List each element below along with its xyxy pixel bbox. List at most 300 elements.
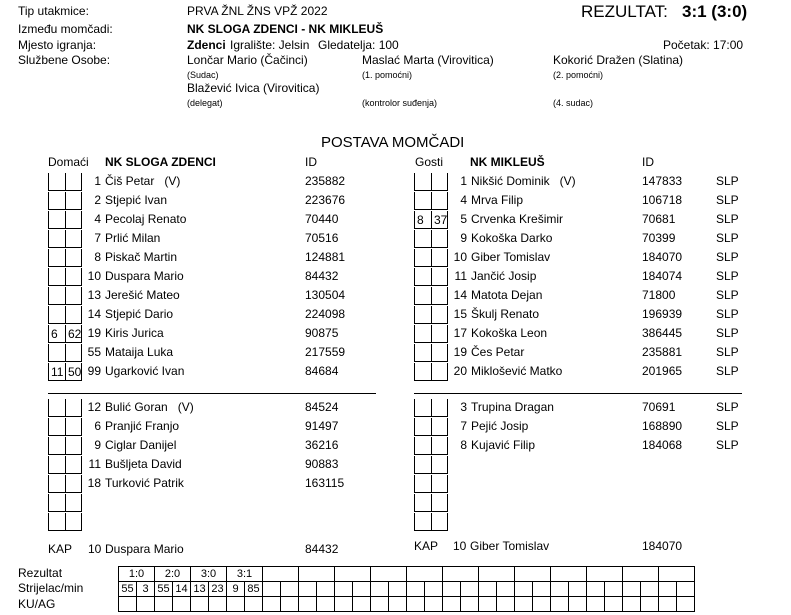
scorer-cell: 85 <box>245 582 263 597</box>
scorer-cell <box>551 582 569 597</box>
player-name: Nikšić Dominik (V) <box>471 174 576 188</box>
score-cell <box>659 567 695 582</box>
kuag-cell <box>461 597 479 612</box>
player-status: SLP <box>716 438 739 452</box>
player-number: 10 <box>453 250 467 264</box>
event-box <box>414 418 431 436</box>
kuag-cell <box>515 597 533 612</box>
minute-box <box>431 230 448 248</box>
player-name: Prlić Milan <box>105 231 161 245</box>
event-box <box>48 344 65 362</box>
official-name: Kokorić Dražen (Slatina) <box>553 53 684 67</box>
player-number: 11 <box>454 269 467 283</box>
player-row <box>414 417 791 436</box>
player-number: 14 <box>453 288 467 302</box>
home-captain-name: Duspara Mario <box>105 542 184 556</box>
event-box <box>414 475 431 493</box>
official-role: (Sudac) <box>187 70 219 80</box>
player-name: Kujavić Filip <box>471 438 536 452</box>
event-box <box>414 192 431 210</box>
player-status: SLP <box>716 364 739 378</box>
player-name: Turković Patrik <box>105 476 184 490</box>
player-id: 184068 <box>642 438 683 452</box>
player-row <box>414 343 791 362</box>
player-row <box>48 267 428 286</box>
event-box <box>48 475 65 493</box>
scorer-cell <box>461 582 479 597</box>
score-cell <box>479 567 515 582</box>
player-number: 9 <box>94 438 101 452</box>
kuag-cell <box>299 597 317 612</box>
score-cell: 3:0 <box>191 567 227 582</box>
kuag-cell <box>479 597 497 612</box>
minute-box <box>65 513 82 531</box>
event-box <box>48 173 65 191</box>
event-box <box>414 344 431 362</box>
player-number: 13 <box>87 288 101 302</box>
player-name: Ciglar Danijel <box>105 438 177 452</box>
player-number: 55 <box>87 345 101 359</box>
player-number: 10 <box>87 269 101 283</box>
scorer-cell <box>353 582 371 597</box>
event-box <box>414 249 431 267</box>
player-id: 196939 <box>642 307 683 321</box>
minute-box <box>65 306 82 324</box>
event-box: 11 <box>48 363 65 381</box>
kuag-row <box>119 597 695 612</box>
kuag-cell <box>587 597 605 612</box>
minute-box <box>65 230 82 248</box>
player-name: Kokoška Leon <box>471 326 548 340</box>
player-row <box>48 248 428 267</box>
kuag-cell <box>659 597 677 612</box>
away-team-name: NK MIKLEUŠ <box>470 155 545 169</box>
event-box <box>48 306 65 324</box>
scorer-cell: 55 <box>155 582 173 597</box>
spectators-text: Gledatelja: 100 <box>318 38 399 52</box>
tip-label: Tip utakmice: <box>18 4 89 18</box>
player-status: SLP <box>716 269 739 283</box>
player-name: Jerešić Mateo <box>105 288 180 302</box>
event-box <box>414 173 431 191</box>
venue-place: Zdenci <box>187 38 226 52</box>
kuag-cell <box>677 597 695 612</box>
score-cell <box>371 567 407 582</box>
player-id: 223676 <box>305 193 346 207</box>
player-name: Piskač Martin <box>105 250 178 264</box>
match-teams: NK SLOGA ZDENCI - NK MIKLEUŠ <box>187 22 384 36</box>
kuag-label: KU/AG <box>18 597 56 611</box>
player-id: 386445 <box>642 326 683 340</box>
player-number: 11 <box>88 457 101 471</box>
score-cell: 2:0 <box>155 567 191 582</box>
away-id-header: ID <box>642 155 654 169</box>
player-row <box>48 172 428 191</box>
player-status: SLP <box>716 345 739 359</box>
player-status: SLP <box>716 250 739 264</box>
player-name: Crvenka Krešimir <box>471 212 564 226</box>
kuag-cell <box>443 597 461 612</box>
official-role: (1. pomoćni) <box>362 70 413 80</box>
player-number: 18 <box>87 476 101 490</box>
event-box <box>48 456 65 474</box>
event-box <box>414 230 431 248</box>
player-number: 17 <box>453 326 467 340</box>
player-number: 14 <box>87 307 101 321</box>
player-status: SLP <box>716 400 739 414</box>
event-box <box>48 211 65 229</box>
scorer-cell <box>479 582 497 597</box>
event-box <box>48 418 65 436</box>
minute-box <box>65 494 82 512</box>
player-row <box>414 305 791 324</box>
player-number: 19 <box>453 345 467 359</box>
player-id: 147833 <box>642 174 683 188</box>
scorer-cell <box>317 582 335 597</box>
player-row <box>48 474 428 493</box>
home-captain-id: 84432 <box>305 542 339 556</box>
result-label: REZULTAT: <box>581 2 668 21</box>
player-status: SLP <box>716 419 739 433</box>
player-number: 8 <box>460 438 467 452</box>
player-name: Bulić Goran (V) <box>105 400 194 414</box>
event-box <box>414 456 431 474</box>
player-name: Matota Dejan <box>471 288 543 302</box>
minute-box <box>65 475 82 493</box>
player-id: 70681 <box>642 212 676 226</box>
venue-label: Mjesto igranja: <box>18 38 97 52</box>
score-cell <box>623 567 659 582</box>
minute-box <box>65 173 82 191</box>
kuag-cell <box>389 597 407 612</box>
kuag-cell <box>497 597 515 612</box>
kuag-cell <box>263 597 281 612</box>
home-team-name: NK SLOGA ZDENCI <box>105 155 216 169</box>
minute-box <box>65 287 82 305</box>
player-number: 15 <box>453 307 467 321</box>
player-id: 163115 <box>305 476 345 490</box>
scorer-cell <box>299 582 317 597</box>
player-id: 84524 <box>305 400 339 414</box>
minute-box <box>431 494 448 512</box>
player-id: 70440 <box>305 212 339 226</box>
minute-box <box>431 192 448 210</box>
player-id: 70399 <box>642 231 676 245</box>
event-box <box>48 513 65 531</box>
away-divider <box>414 393 742 394</box>
player-number: 5 <box>460 212 467 226</box>
player-name: Mrva Filip <box>471 193 524 207</box>
event-box <box>48 399 65 417</box>
score-cell <box>515 567 551 582</box>
player-id: 235882 <box>305 174 346 188</box>
player-row <box>48 210 428 229</box>
kuag-cell <box>245 597 263 612</box>
player-id: 70691 <box>642 400 676 414</box>
player-row <box>414 267 791 286</box>
event-box <box>414 268 431 286</box>
minute-box <box>431 363 448 381</box>
kuag-cell <box>335 597 353 612</box>
player-name: Bušljeta David <box>105 457 182 471</box>
score-cell: 1:0 <box>119 567 155 582</box>
scorer-cell <box>605 582 623 597</box>
kuag-cell <box>155 597 173 612</box>
score-cell <box>335 567 371 582</box>
player-row <box>414 229 791 248</box>
player-name: Mataija Luka <box>105 345 174 359</box>
event-box <box>48 494 65 512</box>
minute-box <box>431 456 448 474</box>
kuag-cell <box>623 597 641 612</box>
player-row <box>414 210 791 229</box>
minute-box <box>431 268 448 286</box>
player-id: 184070 <box>642 250 683 264</box>
player-name: Miklošević Matko <box>471 364 563 378</box>
kuag-cell <box>533 597 551 612</box>
event-box: 8 <box>414 211 431 229</box>
player-number: 4 <box>460 193 467 207</box>
tip-value: PRVA ŽNL ŽNS VPŽ 2022 <box>187 4 328 18</box>
player-row <box>414 286 791 305</box>
minute-box <box>431 306 448 324</box>
player-row <box>414 191 791 210</box>
player-number: 3 <box>460 400 467 414</box>
score-grid <box>118 566 695 612</box>
minute-box <box>431 173 448 191</box>
player-row <box>48 362 428 381</box>
scorer-cell <box>677 582 695 597</box>
home-side-label: Domaći <box>48 155 89 169</box>
player-id: 36216 <box>305 438 339 452</box>
home-divider <box>48 393 376 394</box>
minute-box <box>65 437 82 455</box>
away-captain-name: Giber Tomislav <box>470 539 550 553</box>
kuag-cell <box>209 597 227 612</box>
event-box <box>414 325 431 343</box>
player-name: Jančić Josip <box>471 269 537 283</box>
officials-label: Službene Osobe: <box>18 53 111 67</box>
minute-box <box>431 287 448 305</box>
player-number: 6 <box>94 419 101 433</box>
scorer-cell <box>371 582 389 597</box>
scorer-cell: 13 <box>191 582 209 597</box>
score-row <box>119 567 695 582</box>
between-label: Između momčadi: <box>18 22 113 36</box>
official-role: (delegat) <box>187 98 223 108</box>
player-number: 7 <box>94 231 101 245</box>
event-box <box>414 513 431 531</box>
scorer-cell <box>389 582 407 597</box>
player-name: Čiš Petar (V) <box>105 174 181 188</box>
event-box <box>48 230 65 248</box>
player-status: SLP <box>716 193 739 207</box>
player-name: Pranjić Franjo <box>105 419 180 433</box>
player-id: 201965 <box>642 364 683 378</box>
player-id: 124881 <box>305 250 346 264</box>
player-number: 1 <box>460 174 467 188</box>
minute-box <box>65 192 82 210</box>
player-name: Ugarković Ivan <box>105 364 185 378</box>
minute-box <box>431 513 448 531</box>
minute-box <box>65 399 82 417</box>
score-cell <box>299 567 335 582</box>
kuag-cell <box>227 597 245 612</box>
player-name: Stjepić Dario <box>105 307 174 321</box>
minute-box <box>431 475 448 493</box>
kuag-cell <box>605 597 623 612</box>
event-box <box>48 192 65 210</box>
event-box: 6 <box>48 325 65 343</box>
player-row <box>48 286 428 305</box>
minute-box <box>65 344 82 362</box>
away-side-label: Gosti <box>415 155 444 169</box>
score-cell <box>587 567 623 582</box>
home-captain-number: 10 <box>88 542 102 556</box>
player-number: 12 <box>87 400 101 414</box>
player-status: SLP <box>716 288 739 302</box>
scorer-cell: 3 <box>137 582 155 597</box>
player-name: Stjepić Ivan <box>105 193 168 207</box>
score-cell <box>407 567 443 582</box>
scorer-cell <box>641 582 659 597</box>
player-row <box>414 493 791 512</box>
player-name: Giber Tomislav <box>471 250 551 264</box>
away-captain-label: KAP <box>414 539 439 553</box>
scorer-cell <box>425 582 443 597</box>
player-number: 99 <box>87 364 101 378</box>
official-role: (2. pomoćni) <box>553 70 604 80</box>
player-name: Kiris Jurica <box>105 326 164 340</box>
scorer-cell <box>497 582 515 597</box>
player-id: 91497 <box>305 419 339 433</box>
player-name: Kokoška Darko <box>471 231 553 245</box>
minute-box <box>65 211 82 229</box>
scorer-cell: 23 <box>209 582 227 597</box>
minute-box <box>431 344 448 362</box>
player-id: 235881 <box>642 345 683 359</box>
result-value: 3:1 (3:0) <box>682 2 748 21</box>
away-captain-number: 10 <box>453 539 467 553</box>
player-row <box>414 455 791 474</box>
minute-box <box>65 456 82 474</box>
player-id: 84684 <box>305 364 339 378</box>
player-id: 224098 <box>305 307 346 321</box>
kuag-cell <box>173 597 191 612</box>
player-row <box>48 343 428 362</box>
player-row <box>414 436 791 455</box>
kuag-cell <box>551 597 569 612</box>
minute-box <box>65 418 82 436</box>
player-status: SLP <box>716 212 739 226</box>
official-role: (kontrolor suđenja) <box>362 98 438 108</box>
scorer-cell <box>533 582 551 597</box>
event-box <box>48 437 65 455</box>
player-row <box>414 248 791 267</box>
player-id: 70516 <box>305 231 339 245</box>
lineup-title: POSTAVA MOMČADI <box>321 134 465 151</box>
player-status: SLP <box>716 231 739 245</box>
event-box <box>48 249 65 267</box>
player-row <box>414 512 791 531</box>
kuag-cell <box>641 597 659 612</box>
rezultat-label: Rezultat <box>18 566 63 580</box>
event-box <box>414 399 431 417</box>
scorer-cell <box>569 582 587 597</box>
score-cell <box>551 567 587 582</box>
player-name: Duspara Mario <box>105 269 184 283</box>
away-captain-id: 184070 <box>642 539 683 553</box>
kuag-cell <box>569 597 587 612</box>
player-row <box>414 362 791 381</box>
player-row <box>48 417 428 436</box>
minute-box <box>431 399 448 417</box>
player-row <box>48 191 428 210</box>
scorer-cell <box>407 582 425 597</box>
kuag-cell <box>137 597 155 612</box>
home-id-header: ID <box>305 155 317 169</box>
player-row <box>48 305 428 324</box>
event-box <box>414 437 431 455</box>
player-number: 19 <box>87 326 101 340</box>
scorer-cell: 14 <box>173 582 191 597</box>
player-name: Škulj Renato <box>471 307 540 321</box>
player-row <box>414 474 791 493</box>
minute-box: 37 <box>431 211 448 229</box>
player-row <box>48 229 428 248</box>
minute-box <box>431 437 448 455</box>
player-row <box>48 436 428 455</box>
player-row <box>414 324 791 343</box>
player-row <box>414 172 791 191</box>
player-id: 90875 <box>305 326 339 340</box>
official-name: Blažević Ivica (Virovitica) <box>187 81 320 95</box>
player-row <box>48 493 428 512</box>
score-cell: 3:1 <box>227 567 263 582</box>
player-number: 9 <box>460 231 467 245</box>
event-box <box>48 287 65 305</box>
kuag-cell <box>191 597 209 612</box>
minute-box <box>431 418 448 436</box>
scorer-cell <box>281 582 299 597</box>
player-name: Čes Petar <box>471 345 525 359</box>
player-status: SLP <box>716 326 739 340</box>
kuag-cell <box>425 597 443 612</box>
scorer-cell <box>443 582 461 597</box>
official-name: Maslać Marta (Virovitica) <box>362 53 494 67</box>
player-status: SLP <box>716 174 739 188</box>
player-number: 7 <box>460 419 467 433</box>
player-row <box>48 398 428 417</box>
event-box <box>414 494 431 512</box>
player-name: Pejić Josip <box>471 419 529 433</box>
player-number: 2 <box>94 193 101 207</box>
scorer-cell <box>623 582 641 597</box>
player-id: 106718 <box>642 193 683 207</box>
minute-box <box>65 249 82 267</box>
player-id: 90883 <box>305 457 339 471</box>
kuag-cell <box>353 597 371 612</box>
minute-box <box>431 325 448 343</box>
player-row <box>414 398 791 417</box>
player-id: 184074 <box>642 269 683 283</box>
minute-box: 50 <box>65 363 82 381</box>
player-number: 8 <box>94 250 101 264</box>
kuag-cell <box>317 597 335 612</box>
player-number: 20 <box>453 364 467 378</box>
player-name: Pecolaj Renato <box>105 212 187 226</box>
scorer-cell: 9 <box>227 582 245 597</box>
